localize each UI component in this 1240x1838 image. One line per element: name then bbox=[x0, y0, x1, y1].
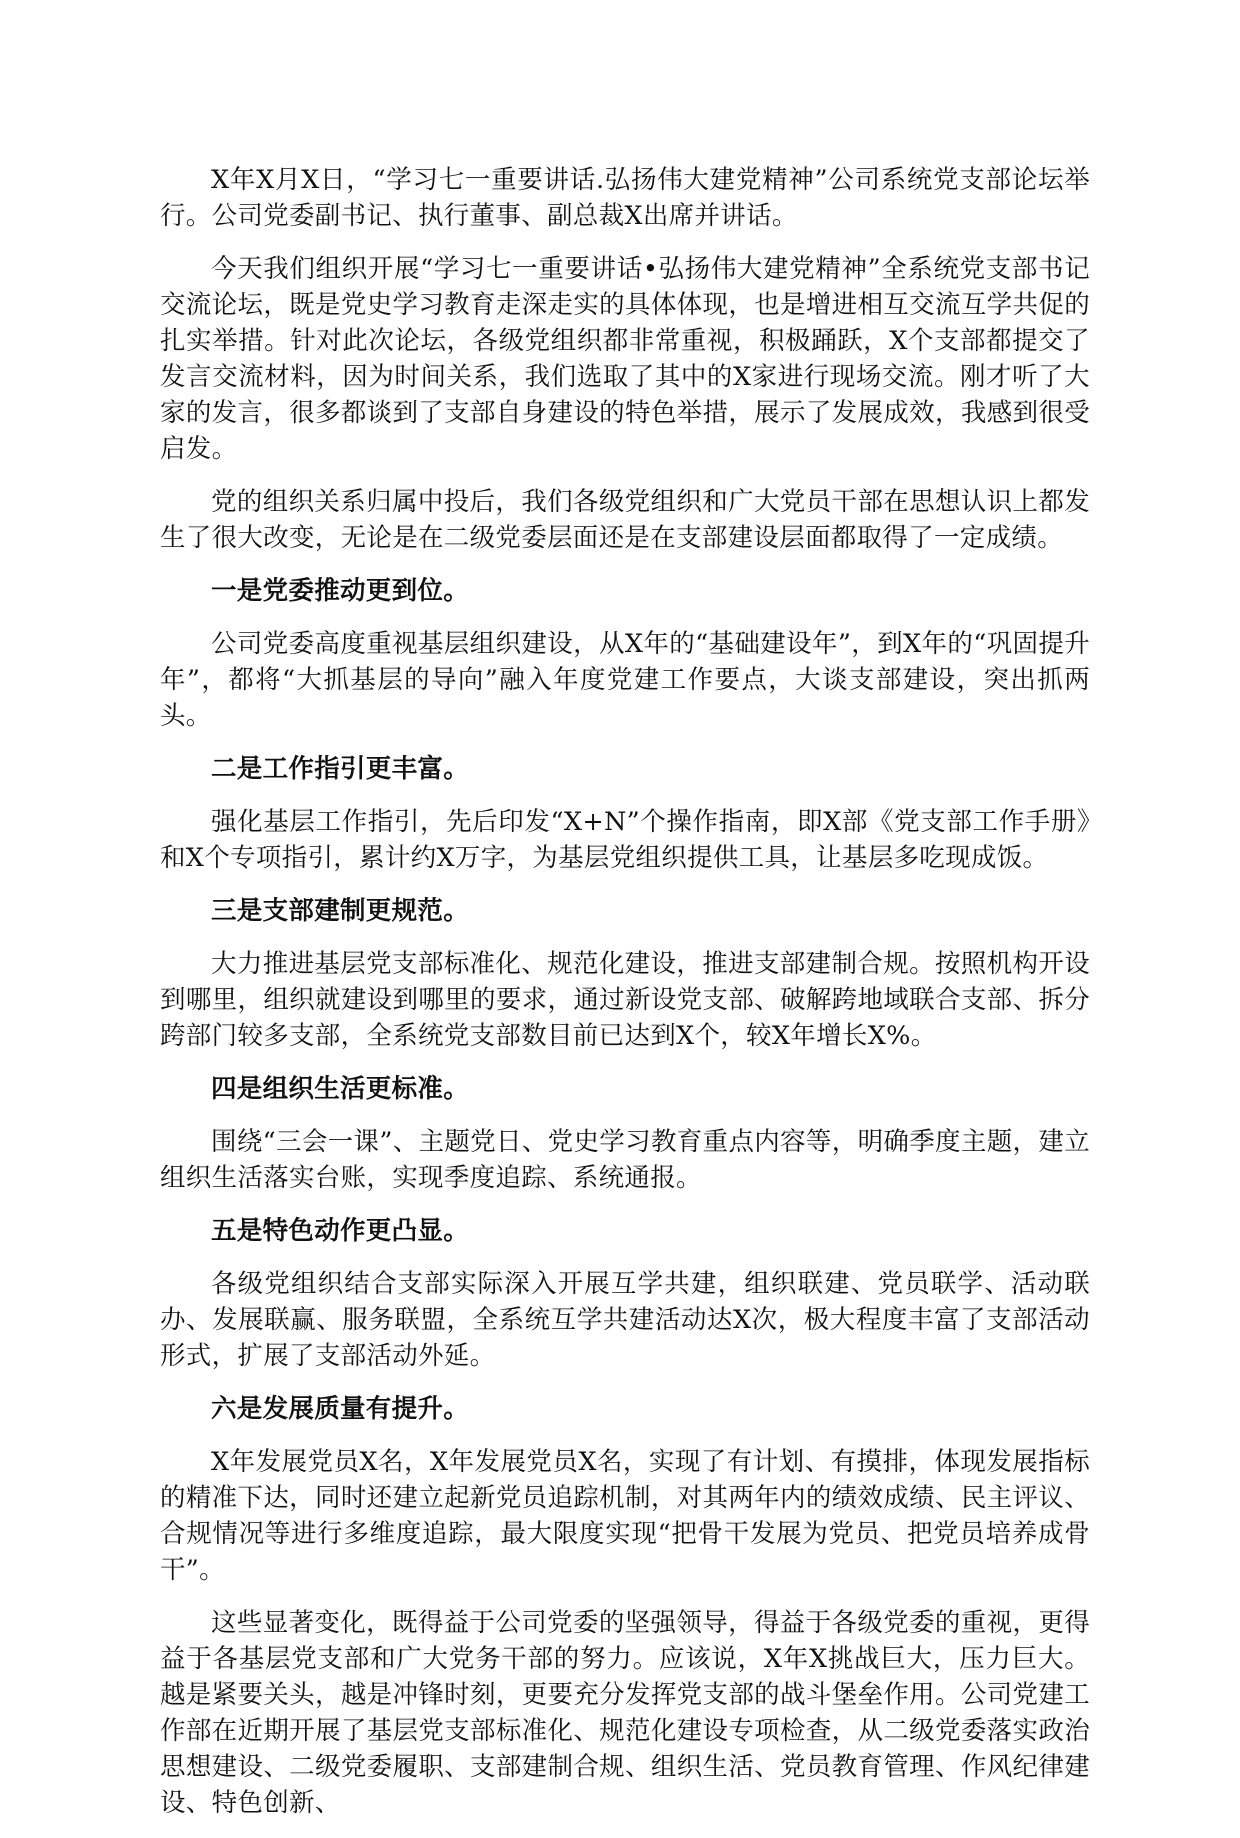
paragraph-point-2: 强化基层工作指引，先后印发“X+N”个操作指南，即X部《党支部工作手册》和X个专项指引，累计约X万字，为基层党组织提供工具，让基层多吃现成饭。 bbox=[160, 807, 1090, 873]
paragraph-achievements: 党的组织关系归属中投后，我们各级党组织和广大党员干部在思想认识上都发生了很大改变，无论是在二级党委层面还是在支部建设层面都取得了一定成绩。 bbox=[160, 487, 1090, 553]
paragraph-point-4: 围绕“三会一课”、主题党日、党史学习教育重点内容等，明确季度主题，建立组织生活落实台账，实现季度追踪、系统通报。 bbox=[160, 1127, 1090, 1193]
paragraph-point-5: 各级党组织结合支部实际深入开展互学共建，组织联建、党员联学、活动联办、发展联赢、服务联盟，全系统互学共建活动达X次，极大程度丰富了支部活动形式，扩展了支部活动外延。 bbox=[160, 1269, 1090, 1371]
paragraph-intro: X年X月X日，“学习七一重要讲话.弘扬伟大建党精神”公司系统党支部论坛举行。公司党委副书记、执行董事、副总裁X出席并讲话。 bbox=[160, 165, 1090, 231]
paragraph-point-1: 公司党委高度重视基层组织建设，从X年的“基础建设年”，到X年的“巩固提升年”，都将“大抓基层的导向”融入年度党建工作要点，大谈支部建设，突出抓两头。 bbox=[160, 629, 1090, 731]
heading-point-1: 一是党委推动更到位。 bbox=[211, 576, 470, 606]
heading-point-6: 六是发展质量有提升。 bbox=[211, 1394, 470, 1424]
paragraph-point-6: X年发展党员X名，X年发展党员X名，实现了有计划、有摸排，体现发展指标的精准下达，同时还建立起新党员追踪机制，对其两年内的绩效成绩、民主评议、合规情况等进行多维度追踪，最大限度实现“把骨干发展为党员、把党员培养成骨干”。 bbox=[160, 1447, 1090, 1585]
paragraph-forum: 今天我们组织开展“学习七一重要讲话•弘扬伟大建党精神”全系统党支部书记交流论坛，既是党史学习教育走深走实的具体体现，也是增进相互交流互学共促的扎实举措。针对此次论坛，各级党组织都非常重视，积极踊跃，X个支部都提交了发言交流材料，因为时间关系，我们选取了其中的X家进行现场交流。刚才听了大家的发言，很多都谈到了支部自身建设的特色举措，展示了发展成效，我感到很受启发。 bbox=[160, 254, 1090, 464]
paragraph-point-3: 大力推进基层党支部标准化、规范化建设，推进支部建制合规。按照机构开设到哪里，组织就建设到哪里的要求，通过新设党支部、破解跨地域联合支部、拆分跨部门较多支部，全系统党支部数目前已达到X个，较X年增长X%。 bbox=[160, 949, 1090, 1051]
paragraph-conclusion: 这些显著变化，既得益于公司党委的坚强领导，得益于各级党委的重视，更得益于各基层党支部和广大党务干部的努力。应该说，X年X挑战巨大，压力巨大。越是紧要关头，越是冲锋时刻，更要充分发挥党支部的战斗堡垒作用。公司党建工作部在近期开展了基层党支部标准化、规范化建设专项检查，从二级党委落实政治思想建设、二级党委履职、支部建制合规、组织生活、党员教育管理、作风纪律建设、特色创新、 bbox=[160, 1608, 1090, 1818]
heading-point-4: 四是组织生活更标准。 bbox=[211, 1074, 470, 1104]
heading-point-3: 三是支部建制更规范。 bbox=[211, 896, 470, 926]
document-body bbox=[160, 162, 1090, 1838]
heading-point-2: 二是工作指引更丰富。 bbox=[211, 754, 470, 784]
heading-point-5: 五是特色动作更凸显。 bbox=[211, 1216, 470, 1246]
